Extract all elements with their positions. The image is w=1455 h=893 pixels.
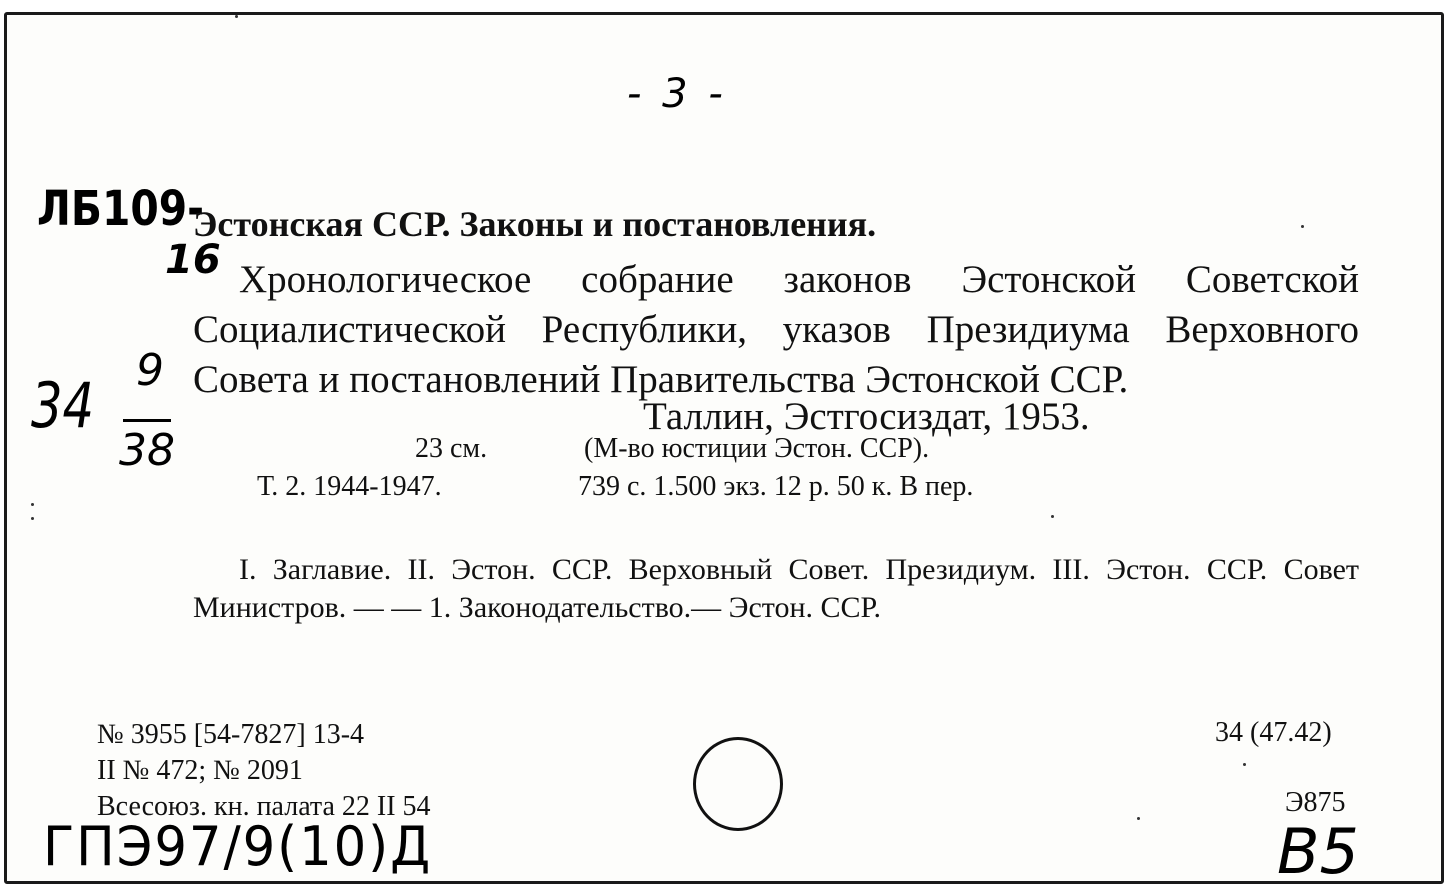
publication-number: Э875 (1285, 787, 1346, 818)
stamp-circle (693, 737, 783, 831)
classification-main: 34 (31, 369, 95, 442)
tracings-text: I. Заглавие. II. Эстон. ССР. Верховный Совет. Президиум. III. Эстон. ССР. Совет Министров. — — 1. Законодательство.— Эстон. ССР. (193, 553, 1359, 624)
speck (1137, 817, 1140, 820)
classification-numerator: 9 (136, 345, 164, 396)
footer-line-3: Всесоюз. кн. палата 22 II 54 (97, 791, 431, 822)
speck (1301, 225, 1304, 228)
speck (1051, 515, 1054, 518)
shelfmark: ЛБ109- (37, 181, 205, 237)
speck (235, 15, 238, 18)
card-heading: Эстонская ССР. Законы и постановления. (193, 204, 877, 244)
footer-line-2: II № 472; № 2091 (97, 755, 303, 786)
institution: (М-во юстиции Эстон. ССР). (584, 433, 930, 464)
speck (31, 517, 34, 520)
pages-info: 739 с. 1.500 экз. 12 р. 50 к. В пер. (578, 471, 974, 502)
catalog-card (4, 12, 1444, 888)
volume: Т. 2. 1944-1947. (257, 471, 442, 502)
classification-denominator: 38 (119, 425, 175, 476)
classification-fraction-bar (123, 419, 171, 422)
title-text: Хронологическое собрание законов Эстонской Советской Социалистической Республики, указов Президиума Верховного Совета и постановлений Правительства Эстонской ССР. (193, 258, 1359, 401)
speck (31, 503, 34, 506)
shelfmark-sub: 16 (165, 237, 221, 283)
page-number: - 3 - (627, 71, 727, 117)
udc-code: 34 (47.42) (1215, 717, 1332, 748)
handwritten-code-left: ГПЭ97/9(10)Д (43, 815, 433, 878)
physical-size: 23 см. (415, 433, 488, 464)
footer-line-1: № 3955 [54-7827] 13-4 (97, 719, 365, 750)
card-title-text (193, 255, 1359, 405)
handwritten-code-right: В5 (1277, 815, 1359, 888)
tracings (193, 551, 1359, 627)
imprint-place: Таллин, Эстгосиздат, 1953. (643, 395, 1090, 438)
speck (1243, 763, 1246, 766)
